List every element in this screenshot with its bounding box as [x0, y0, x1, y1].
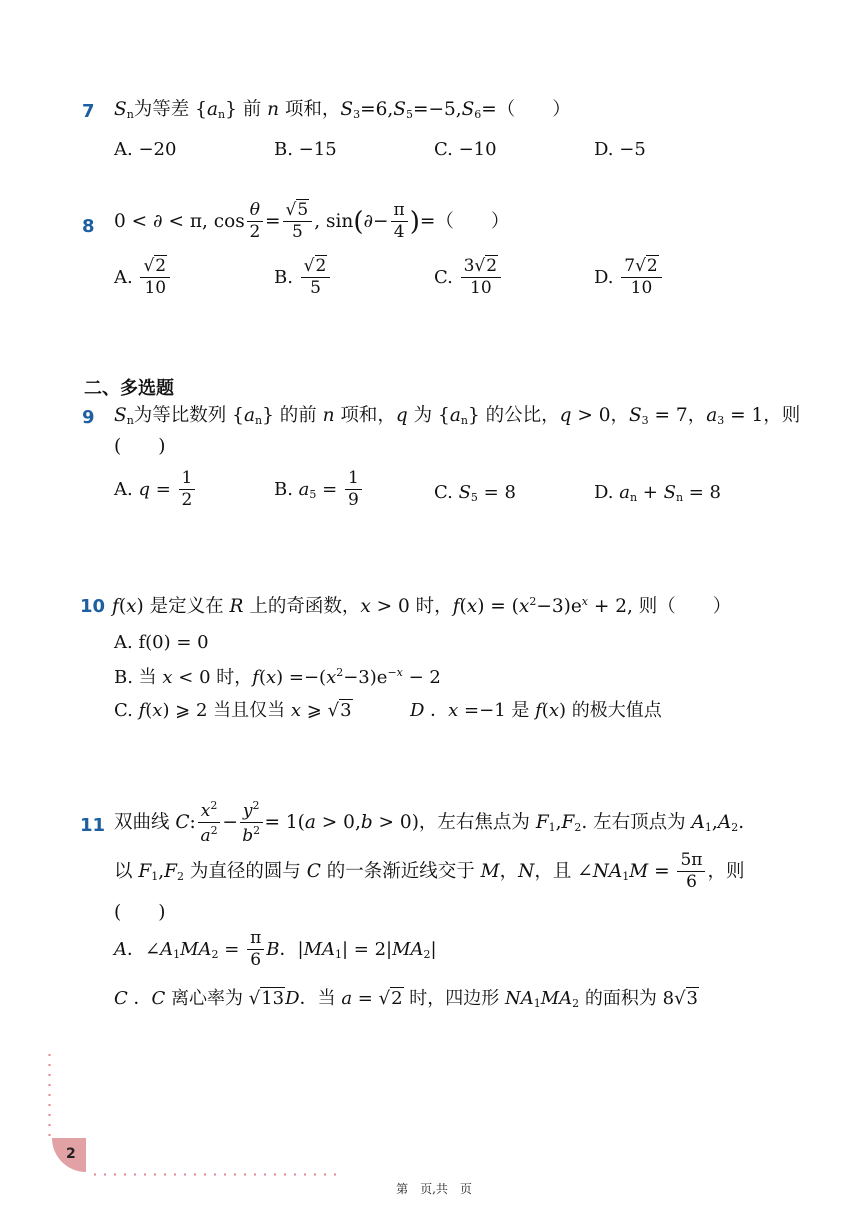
- question-7-stem: $S_n$为等差 $\{a_n\}$ 前 n 项和，$S_3=6,S_5=-5,S_6=$（ ）: [114, 99, 571, 121]
- question-9-stem: $S_n$为等比数列 $\{a_n\}$ 的前 n 项和，q 为 $\{a_n\}$ 的公比，q > 0，$S_3 = 7$，$a_3 = 1$，则: [114, 405, 801, 427]
- question-7-number: 7: [82, 101, 95, 122]
- question-11-stem-line2: 以 $F_1,F_2$ 为直径的圆与 C 的一条渐近线交于 M，N，且 $\angle NA_1M$ = $\frac{5\pi}{6}$ ，则: [114, 850, 745, 892]
- decorative-dots-horizontal: [90, 1173, 340, 1176]
- question-8-stem: 0 < ∂ < π, cos $\frac{\theta}{2}$ = $\frac{√5}{5}$ , sin(∂− $\frac{\pi}{4}$ )=（ ）: [114, 200, 510, 242]
- question-11-stem-line1: 双曲线 C: $\frac{x^2}{a^2}$ − $\frac{y^2}{b^2}$ = 1(a > 0,b > 0)，左右焦点为 $F_1,F_2$. 左右顶点为 $A_1,A_2$.: [114, 799, 745, 846]
- question-11-number: 11: [80, 815, 106, 836]
- footer-page-label: 第 页,共 页: [396, 1182, 472, 1196]
- question-11-option-c-d[interactable]: C ．C 离心率为 √13D．当 a = √2 时，四边形 $NA_1MA_2$ 的面积为 8√3: [114, 988, 698, 1010]
- question-11-option-a-b[interactable]: A．$\angle A_1MA_2$ = $\frac{\pi}{6}$ B．$|MA_1| = 2|MA_2|$: [114, 928, 437, 970]
- question-9-option-b[interactable]: B. $a_5$ = $\frac{1}{9}$: [274, 470, 364, 510]
- section-heading: 二、多选题: [84, 378, 174, 399]
- question-9-option-c[interactable]: C. $S_5 = 8$: [434, 482, 516, 504]
- question-10-option-b[interactable]: B. 当 x < 0 时，$f(x) =-(x^2-3)e^{-x} - 2$: [114, 666, 441, 688]
- question-8-option-a[interactable]: A. $\frac{√2}{10}$: [114, 258, 172, 298]
- question-9-stem-continued: ( ): [114, 436, 166, 457]
- question-8-number: 8: [82, 216, 95, 237]
- question-7-option-d[interactable]: D. −5: [594, 139, 646, 160]
- question-7-option-c[interactable]: C. −10: [434, 139, 497, 160]
- question-11-stem-continued: ( ): [114, 902, 166, 923]
- question-9-number: 9: [82, 407, 95, 428]
- page-number: 2: [66, 1146, 76, 1162]
- question-8-option-d[interactable]: D. $\frac{7√2}{10}$: [594, 258, 664, 298]
- question-10-stem: f(x) 是定义在 R 上的奇函数，x > 0 时，$f(x) = (x^2-3)e^x + 2$, 则（ ）: [112, 595, 732, 617]
- question-9-option-a[interactable]: A. q = $\frac{1}{2}$: [114, 470, 197, 510]
- question-9-option-d[interactable]: D. $a_n + S_n = 8$: [594, 482, 722, 504]
- question-10-option-d[interactable]: D ．x =−1 是 f(x) 的极大值点: [410, 700, 662, 721]
- question-10-option-c[interactable]: C. f(x) ⩾ 2 当且仅当 x ⩾ √3: [114, 700, 352, 721]
- question-10-number: 10: [80, 596, 106, 617]
- question-8-option-c[interactable]: C. $\frac{3√2}{10}$: [434, 258, 503, 298]
- question-7-option-b[interactable]: B. −15: [274, 139, 337, 160]
- decorative-dots-vertical: [48, 1050, 51, 1140]
- question-8-option-b[interactable]: B. $\frac{√2}{5}$: [274, 258, 332, 298]
- question-10-option-a[interactable]: A. f(0) = 0: [114, 632, 209, 653]
- question-7-option-a[interactable]: A. −20: [114, 139, 177, 160]
